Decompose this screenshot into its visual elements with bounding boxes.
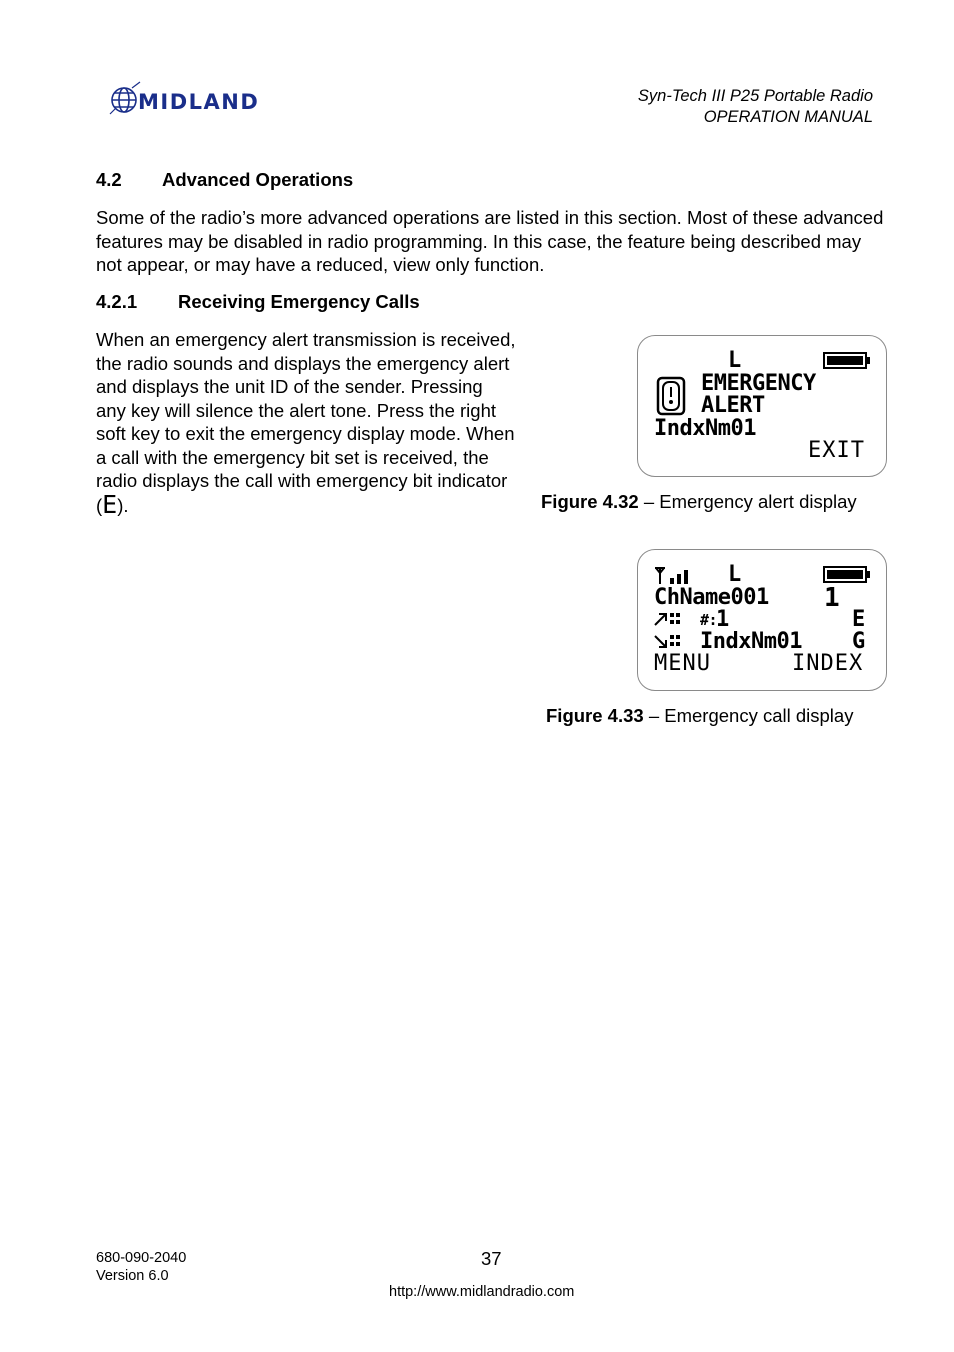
page-number: 37 xyxy=(481,1248,502,1269)
section-title: Advanced Operations xyxy=(162,169,354,190)
document-title xyxy=(638,86,873,127)
signal-bar xyxy=(670,578,674,584)
figure-caption xyxy=(546,705,853,727)
section-heading xyxy=(96,169,353,191)
caller-unit-id: IndxNm01 xyxy=(700,629,802,654)
indicator-open: ( xyxy=(96,494,103,516)
zone-number: 1 xyxy=(824,583,840,613)
document-number-block xyxy=(96,1249,186,1285)
signal-bar xyxy=(684,570,688,584)
section-number: 4.2 xyxy=(96,169,122,190)
mode-letter: L xyxy=(728,348,741,373)
channel-name: ChName001 xyxy=(654,585,769,610)
index-softkey: INDEX xyxy=(792,651,864,676)
unit-id-icon xyxy=(654,633,684,649)
exit-softkey: EXIT xyxy=(808,438,865,463)
document-title-line1: Syn-Tech III P25 Portable Radio xyxy=(637,87,873,105)
figure-caption xyxy=(541,491,857,513)
sender-unit-id: IndxNm01 xyxy=(654,416,756,441)
hash-icon: #: xyxy=(700,611,718,629)
midland-logo xyxy=(106,78,302,122)
figure-caption-text: – Emergency alert display xyxy=(638,491,857,512)
signal-strength-icon xyxy=(654,566,696,586)
figure-label: Figure 4.32 xyxy=(541,491,639,512)
section-paragraph: Some of the radio’s more advanced operations are listed in this section. Most of these advanced features may be disabled in radio programming. In this case, the feature being described may not appear, or may have a reduced, view only function. xyxy=(96,207,884,275)
menu-softkey: MENU xyxy=(654,651,711,676)
emergency-flag: E xyxy=(852,607,865,632)
alert-line1: EMERGENCY xyxy=(701,371,816,396)
talkgroup-number: 1 xyxy=(716,607,729,632)
subsection-body: When an emergency alert transmission is received, the radio sounds and displays the emergency alert and displays the unit ID of the sender. Pressing any key will silence the alert tone. Press the right soft key to exit the emergency display mode. When a call with the emergency bit set is received, the radio displays the call with emergency bit indicator xyxy=(96,329,516,491)
subsection-title: Receiving Emergency Calls xyxy=(178,291,420,312)
battery-icon xyxy=(823,566,871,584)
figure-label: Figure 4.33 xyxy=(546,705,644,726)
signal-bar xyxy=(677,574,681,584)
mode-letter: L xyxy=(728,562,741,587)
document-number: 680-090-2040 xyxy=(96,1250,187,1266)
globe-icon xyxy=(110,82,140,114)
document-version: Version 6.0 xyxy=(96,1268,169,1284)
group-flag: G xyxy=(852,629,865,654)
battery-icon xyxy=(823,352,871,370)
alert-line2: ALERT xyxy=(701,393,765,418)
document-title-line2: OPERATION MANUAL xyxy=(703,107,873,126)
subsection-paragraph xyxy=(96,328,516,517)
logo-text: MIDLAND xyxy=(138,90,260,114)
website-link[interactable]: http://www.midlandradio.com xyxy=(389,1284,575,1300)
figure-caption-text: – Emergency call display xyxy=(643,705,854,726)
indicator-close: ). xyxy=(117,494,129,516)
subsection-heading xyxy=(96,291,420,313)
talkgroup-icon xyxy=(654,611,684,627)
emergency-call-screen xyxy=(637,549,887,691)
emergency-bit-indicator: E xyxy=(102,489,118,519)
subsection-number: 4.2.1 xyxy=(96,291,138,312)
emergency-alert-screen xyxy=(637,335,887,477)
emergency-alert-icon xyxy=(656,376,686,416)
